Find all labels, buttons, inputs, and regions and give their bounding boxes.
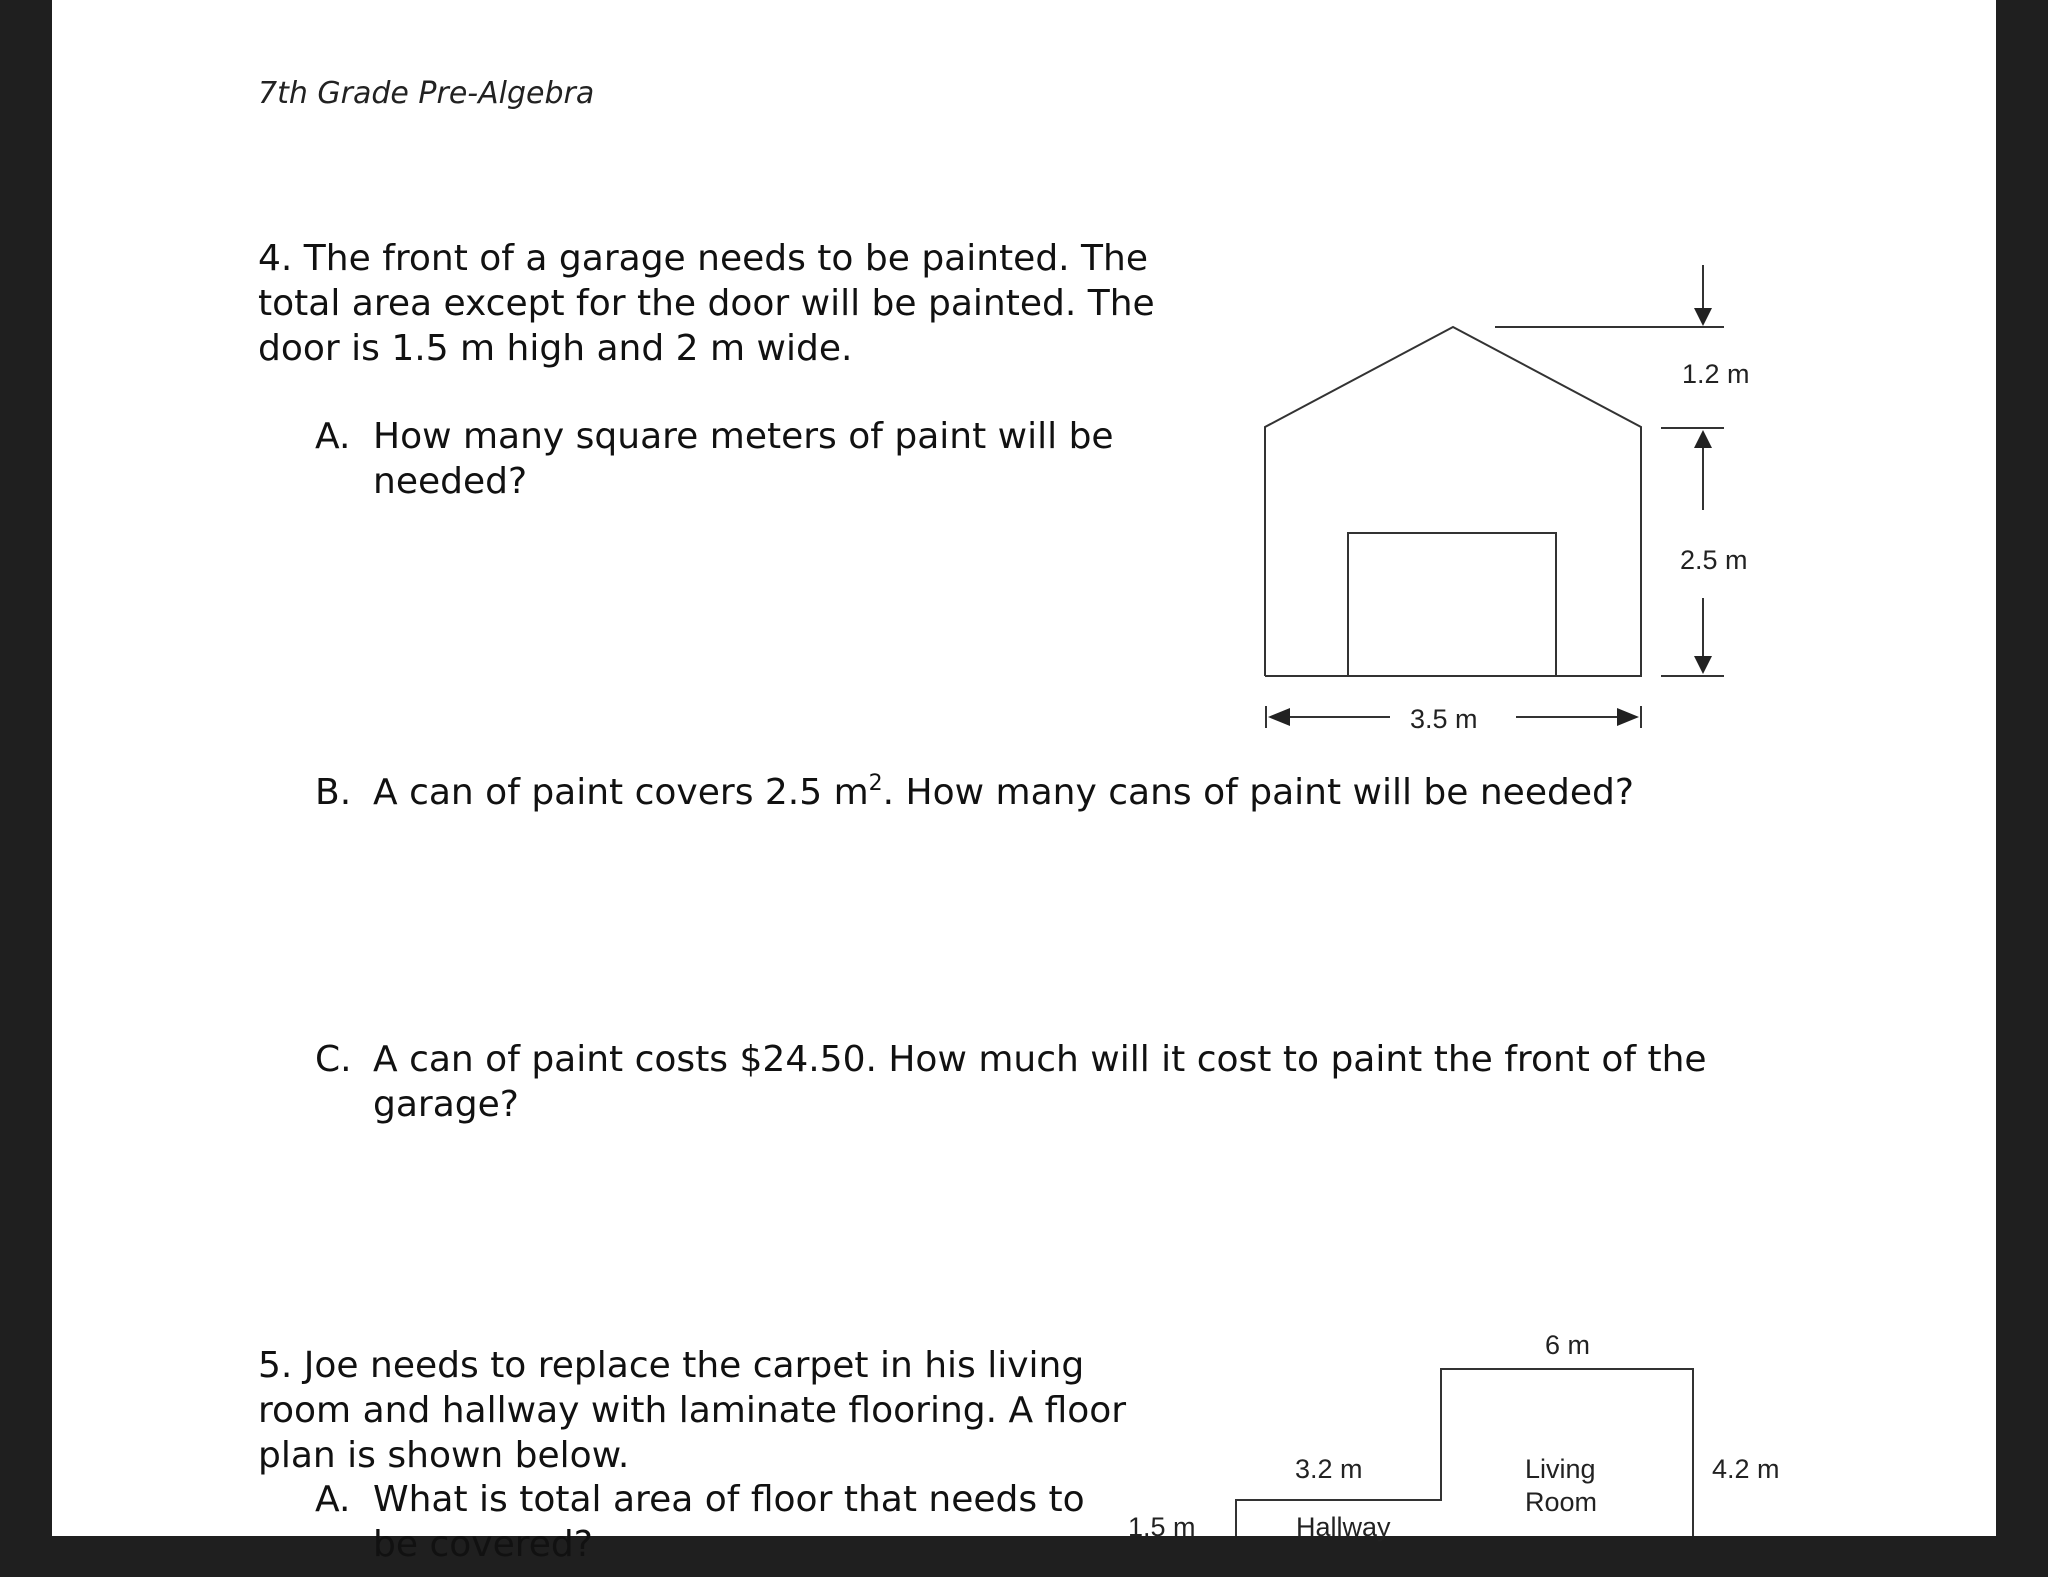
superscript: 2 [868, 771, 883, 796]
item-letter: A. [315, 416, 351, 457]
garage-door [1348, 533, 1556, 676]
arrow-down-icon [1694, 656, 1712, 674]
question-4b-text-before: A can of paint covers 2.5 m [373, 772, 869, 813]
garage-outline [1265, 327, 1641, 676]
question-4-text: 4. The front of a garage needs to be painted. The total area except for the door will be painted. The door is 1.5 m high and 2 m wide. [258, 238, 1155, 369]
living-room-label-line2: Room [1525, 1487, 1598, 1517]
roof-height-label: 1.2 m [1682, 359, 1750, 389]
floor-plan-outline [1236, 1369, 1693, 1536]
living-room-label-line1: Living [1525, 1454, 1596, 1484]
course-header: 7th Grade Pre-Algebra [258, 76, 595, 111]
question-5-text: 5. Joe needs to replace the carpet in his living room and hallway with laminate flooring. A floor plan is shown below. [258, 1345, 1127, 1476]
arrow-down-icon [1694, 308, 1712, 326]
wall-height-label: 2.5 m [1680, 545, 1748, 575]
arrow-left-icon [1268, 708, 1290, 726]
hall-width-label: 3.2 m [1295, 1454, 1363, 1484]
living-height-label: 4.2 m [1712, 1454, 1780, 1484]
arrow-up-icon [1694, 430, 1712, 448]
question-5a-text: What is total area of floor that needs to be covered? [373, 1479, 1085, 1565]
item-letter: A. [315, 1479, 351, 1520]
hallway-label: Hallway [1296, 1512, 1391, 1542]
question-4a-text: How many square meters of paint will be needed? [373, 416, 1114, 502]
question-4c-text: A can of paint costs $24.50. How much will it cost to paint the front of the garage? [373, 1039, 1707, 1125]
garage-width-label: 3.5 m [1410, 704, 1478, 734]
arrow-right-icon [1617, 708, 1639, 726]
living-width-label: 6 m [1545, 1330, 1591, 1360]
item-letter: B. [315, 772, 352, 813]
question-4b-text-after: . How many cans of paint will be needed? [882, 772, 1634, 813]
worksheet-page [52, 0, 1996, 1565]
item-letter: C. [315, 1039, 352, 1080]
garage-diagram [52, 0, 1996, 1542]
hall-height-label: 1.5 m [1128, 1512, 1196, 1542]
